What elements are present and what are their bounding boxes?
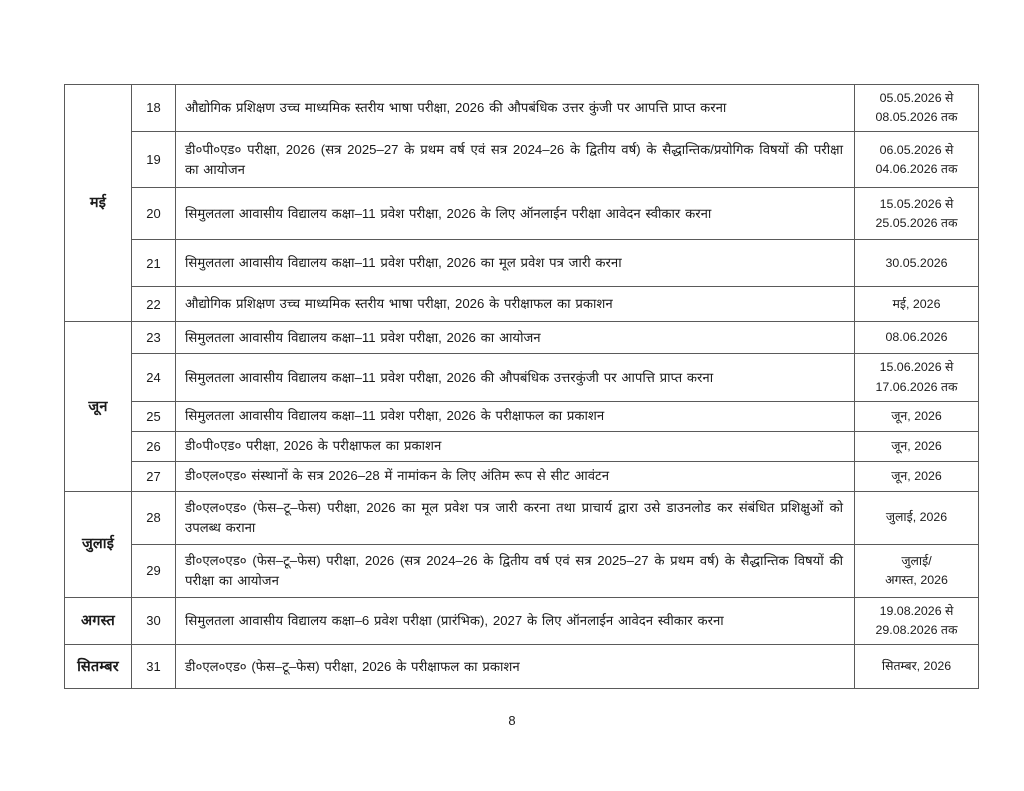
schedule-date-line: 06.05.2026 से bbox=[879, 142, 954, 157]
serial-number-cell: 24 bbox=[132, 354, 176, 401]
table-row bbox=[65, 645, 979, 689]
schedule-date-line: 15.06.2026 से bbox=[879, 360, 954, 375]
month-cell: अगस्त bbox=[65, 597, 132, 644]
schedule-date-line: 15.05.2026 से bbox=[879, 196, 954, 211]
schedule-date-cell bbox=[855, 354, 979, 401]
activity-description-cell: औद्योगिक प्रशिक्षण उच्च माध्यमिक स्तरीय भाषा परीक्षा, 2026 की औपबंधिक उत्तर कुंजी पर आपत्ति प्राप्त करना bbox=[176, 85, 855, 132]
schedule-date-cell bbox=[855, 188, 979, 240]
schedule-date-cell bbox=[855, 544, 979, 597]
serial-number-cell: 20 bbox=[132, 188, 176, 240]
schedule-date-line: 05.05.2026 से bbox=[879, 91, 954, 105]
activity-description-cell: डी०एल०एड० (फेस–टू–फेस) परीक्षा, 2026 के परीक्षाफल का प्रकाशन bbox=[176, 645, 855, 689]
schedule-table-body bbox=[65, 85, 979, 689]
serial-number-cell: 29 bbox=[132, 544, 176, 597]
schedule-date-line: जून, 2026 bbox=[891, 468, 942, 483]
table-row bbox=[65, 132, 979, 188]
serial-number-cell: 27 bbox=[132, 461, 176, 491]
schedule-date-line: जून, 2026 bbox=[891, 438, 942, 453]
activity-description-cell: डी०एल०एड० (फेस–टू–फेस) परीक्षा, 2026 (सत्र 2024–26 के द्वितीय वर्ष एवं सत्र 2025–27 के प्रथम वर्ष) के सैद्धान्तिक विषयों की परीक्षा का आयोजन bbox=[176, 544, 855, 597]
schedule-date-line: 08.05.2026 तक bbox=[875, 110, 958, 125]
serial-number-cell: 19 bbox=[132, 132, 176, 188]
serial-number-cell: 28 bbox=[132, 491, 176, 544]
schedule-date-cell bbox=[855, 132, 979, 188]
schedule-date-line: 30.05.2026 bbox=[885, 255, 948, 270]
activity-description-cell: सिमुलतला आवासीय विद्यालय कक्षा–11 प्रवेश परीक्षा, 2026 का आयोजन bbox=[176, 322, 855, 354]
schedule-date-cell bbox=[855, 491, 979, 544]
schedule-date-cell bbox=[855, 287, 979, 322]
page-number: 8 bbox=[508, 713, 516, 728]
schedule-date-cell bbox=[855, 431, 979, 461]
schedule-date-cell bbox=[855, 240, 979, 287]
schedule-date-line: 25.05.2026 तक bbox=[875, 215, 958, 230]
table-row bbox=[65, 287, 979, 322]
schedule-date-line: जुलाई/ bbox=[901, 553, 932, 568]
serial-number-cell: 25 bbox=[132, 401, 176, 431]
table-row bbox=[65, 544, 979, 597]
activity-description-cell: डी०पी०एड० परीक्षा, 2026 के परीक्षाफल का प्रकाशन bbox=[176, 431, 855, 461]
table-row bbox=[65, 401, 979, 431]
month-cell: जून bbox=[65, 322, 132, 491]
schedule-date-line: जून, 2026 bbox=[891, 408, 942, 423]
serial-number-cell: 18 bbox=[132, 85, 176, 132]
table-row bbox=[65, 491, 979, 544]
schedule-date-cell bbox=[855, 322, 979, 354]
activity-description-cell: डी०पी०एड० परीक्षा, 2026 (सत्र 2025–27 के प्रथम वर्ष एवं सत्र 2024–26 के द्वितीय वर्ष) के सैद्धान्तिक/प्रयोगिक विषयों की परीक्षा का आयोजन bbox=[176, 132, 855, 188]
serial-number-cell: 26 bbox=[132, 431, 176, 461]
activity-description-cell: डी०एल०एड० (फेस–टू–फेस) परीक्षा, 2026 का मूल प्रवेश पत्र जारी करना तथा प्राचार्य द्वारा उसे डाउनलोड कर संबंधित प्रशिक्षुओं को उपलब्ध कराना bbox=[176, 491, 855, 544]
activity-description-cell: डी०एल०एड० संस्थानों के सत्र 2026–28 में नामांकन के लिए अंतिम रूप से सीट आवंटन bbox=[176, 461, 855, 491]
month-cell: सितम्बर bbox=[65, 645, 132, 689]
schedule-date-cell bbox=[855, 645, 979, 689]
schedule-date-cell bbox=[855, 461, 979, 491]
schedule-date-line: 19.08.2026 से bbox=[879, 603, 954, 618]
schedule-date-cell bbox=[855, 85, 979, 132]
table-row bbox=[65, 354, 979, 401]
table-row bbox=[65, 240, 979, 287]
serial-number-cell: 31 bbox=[132, 645, 176, 689]
table-row bbox=[65, 461, 979, 491]
table-row bbox=[65, 431, 979, 461]
schedule-date-line: सितम्बर, 2026 bbox=[881, 659, 952, 674]
serial-number-cell: 21 bbox=[132, 240, 176, 287]
schedule-date-line: जुलाई, 2026 bbox=[885, 510, 948, 525]
activity-description-cell: सिमुलतला आवासीय विद्यालय कक्षा–6 प्रवेश परीक्षा (प्रारंभिक), 2027 के लिए ऑनलाईन आवेदन स्वीकार करना bbox=[176, 597, 855, 644]
schedule-date-line: 29.08.2026 तक bbox=[875, 623, 958, 638]
table-row bbox=[65, 322, 979, 354]
activity-description-cell: औद्योगिक प्रशिक्षण उच्च माध्यमिक स्तरीय भाषा परीक्षा, 2026 के परीक्षाफल का प्रकाशन bbox=[176, 287, 855, 322]
month-cell: मई bbox=[65, 85, 132, 322]
schedule-date-line: 04.06.2026 तक bbox=[875, 161, 958, 176]
schedule-date-line: 17.06.2026 तक bbox=[875, 379, 958, 394]
table-row bbox=[65, 188, 979, 240]
activity-description-cell: सिमुलतला आवासीय विद्यालय कक्षा–11 प्रवेश परीक्षा, 2026 का मूल प्रवेश पत्र जारी करना bbox=[176, 240, 855, 287]
schedule-date-line: मई, 2026 bbox=[892, 296, 941, 311]
table-row bbox=[65, 597, 979, 644]
serial-number-cell: 23 bbox=[132, 322, 176, 354]
table-row bbox=[65, 85, 979, 132]
schedule-date-cell bbox=[855, 401, 979, 431]
activity-description-cell: सिमुलतला आवासीय विद्यालय कक्षा–11 प्रवेश परीक्षा, 2026 के परीक्षाफल का प्रकाशन bbox=[176, 401, 855, 431]
month-cell: जुलाई bbox=[65, 491, 132, 597]
serial-number-cell: 30 bbox=[132, 597, 176, 644]
serial-number-cell: 22 bbox=[132, 287, 176, 322]
schedule-date-line: अगस्त, 2026 bbox=[885, 572, 948, 587]
activity-description-cell: सिमुलतला आवासीय विद्यालय कक्षा–11 प्रवेश परीक्षा, 2026 के लिए ऑनलाईन परीक्षा आवेदन स्वीकार करना bbox=[176, 188, 855, 240]
schedule-date-cell bbox=[855, 597, 979, 644]
activity-description-cell: सिमुलतला आवासीय विद्यालय कक्षा–11 प्रवेश परीक्षा, 2026 की औपबंधिक उत्तरकुंजी पर आपत्ति प्राप्त करना bbox=[176, 354, 855, 401]
schedule-date-line: 08.06.2026 bbox=[885, 330, 948, 345]
examination-schedule-table bbox=[64, 84, 979, 689]
